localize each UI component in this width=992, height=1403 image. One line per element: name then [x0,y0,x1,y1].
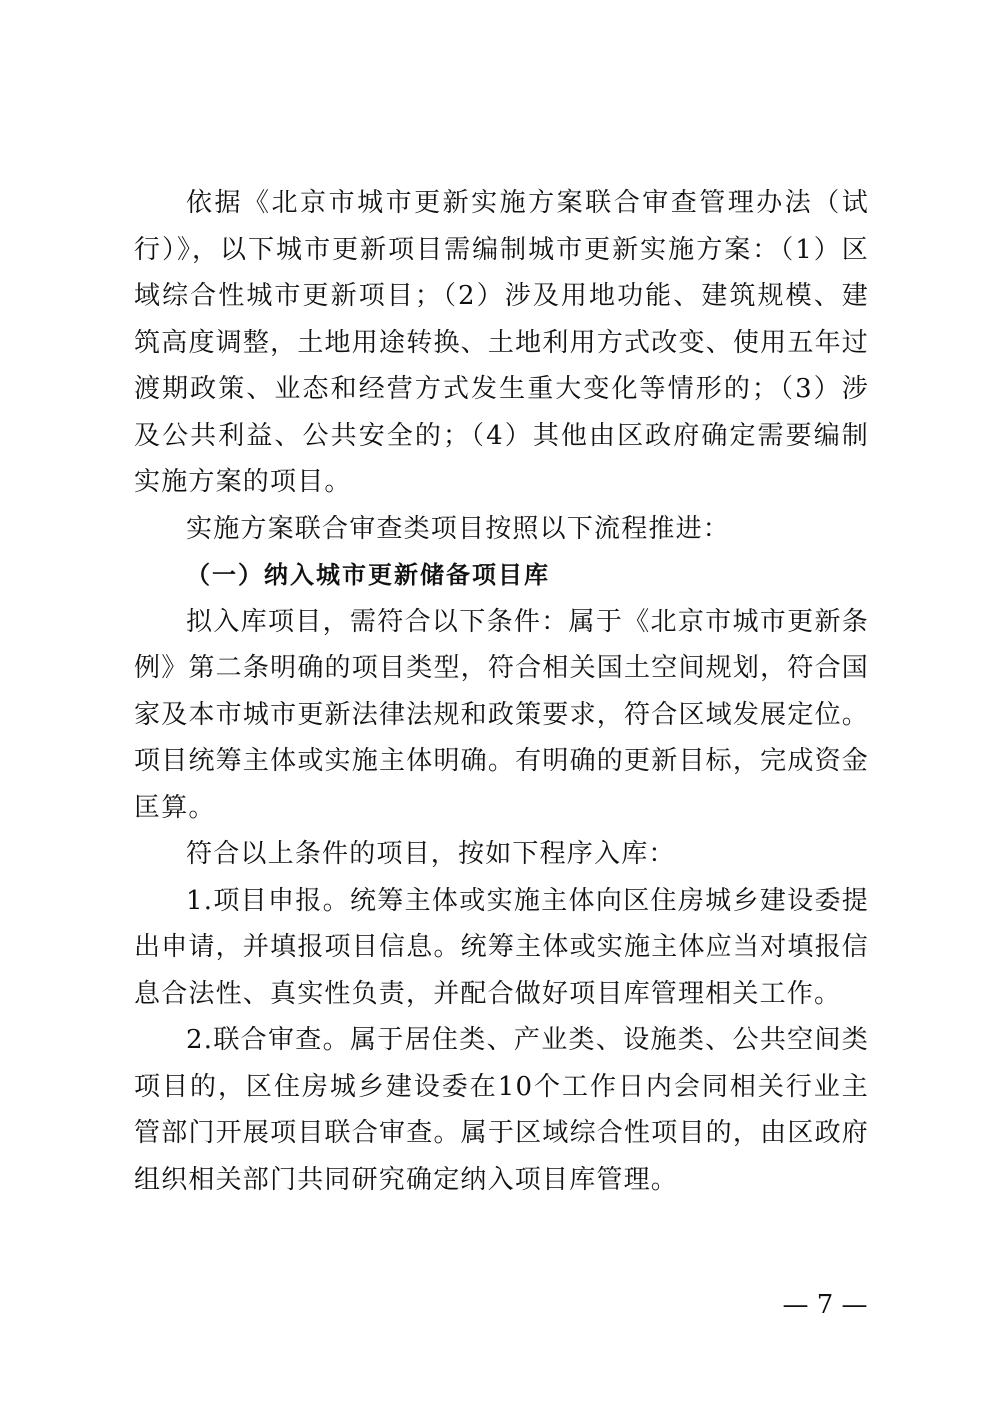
paragraph-step-1: 1.项目申报。统筹主体或实施主体向区住房城乡建设委提出申请，并填报项目信息。统筹主体或实施主体应当对填报信息合法性、真实性负责，并配合做好项目库管理相关工作。 [134,885,869,1009]
paragraph-conditions: 拟入库项目，需符合以下条件：属于《北京市城市更新条例》第二条明确的项目类型，符合相关国土空间规划，符合国家及本市城市更新法律法规和政策要求，符合区域发展定位。项目统筹主体或实施主体明确。有明确的更新目标，完成资金匡算。 [134,606,869,823]
page-number: — 7 — [782,1290,868,1320]
paragraph-basis: 依据《北京市城市更新实施方案联合审查管理办法（试行）》，以下城市更新项目需编制城市更新实施方案：（1）区域综合性城市更新项目；（2）涉及用地功能、建筑规模、建筑高度调整，土地用途转换、土地利用方式改变、使用五年过渡期政策、业态和经营方式发生重大变化等情形的；（3）涉及公共利益、公共安全的；（4）其他由区政府确定需要编制实施方案的项目。 [134,188,869,497]
section-heading-1: （一）纳入城市更新储备项目库 [186,560,550,589]
paragraph-process-intro: 实施方案联合审查类项目按照以下流程推进： [186,513,731,544]
paragraph-step-2: 2.联合审查。属于居住类、产业类、设施类、公共空间类项目的，区住房城乡建设委在10个工作日内会同相关行业主管部门开展项目联合审查。属于区域综合性项目的，由区政府组织相关部门共同研究确定纳入项目库管理。 [134,1025,869,1195]
document-body [134,180,869,1203]
paragraph-procedure-intro: 符合以上条件的项目，按如下程序入库： [186,839,676,869]
